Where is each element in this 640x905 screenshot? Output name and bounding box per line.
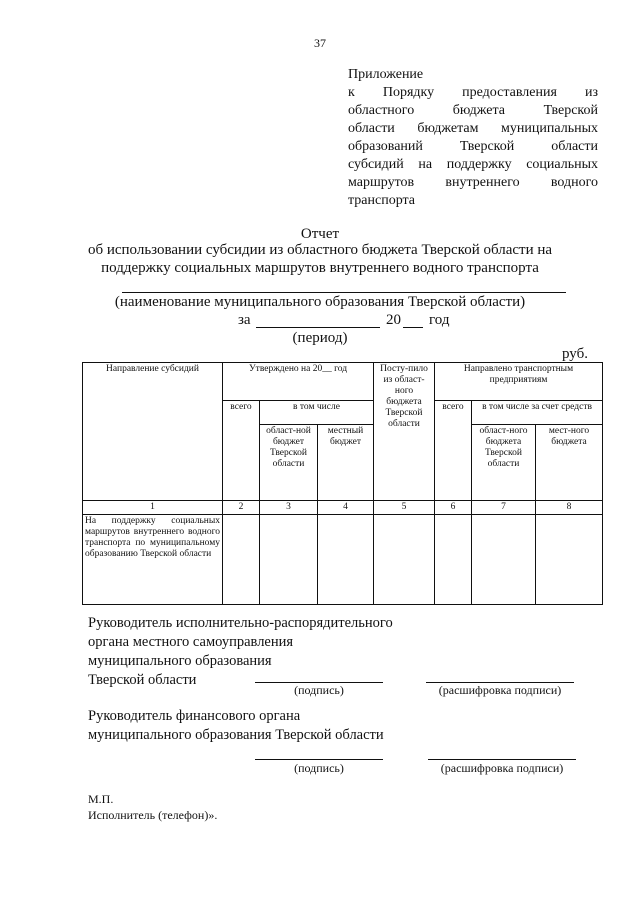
- signature-caption-2: (подпись): [294, 761, 344, 775]
- appendix-line: области бюджетам муниципальных: [348, 121, 598, 136]
- appendix-header: [348, 66, 598, 210]
- column-number: 7: [472, 501, 536, 515]
- head-exec-line: Тверской области: [88, 672, 197, 688]
- seal-label: М.П.: [88, 792, 114, 806]
- header-including: в том числе: [260, 401, 374, 425]
- header-regional-budget-directed: област-ного бюджета Тверской области: [472, 425, 536, 501]
- table-cell[interactable]: [435, 515, 472, 605]
- report-title: Отчет: [300, 226, 340, 242]
- column-number: 5: [374, 501, 435, 515]
- period-year-blank: [403, 327, 423, 328]
- header-directed: Направлено транспортным предприятиям: [435, 363, 603, 401]
- table-cell[interactable]: [472, 515, 536, 605]
- head-fin-line: муниципального образования Тверской области: [88, 727, 384, 743]
- appendix-line: областного бюджета Тверской: [348, 103, 598, 118]
- header-received: Посту-пило из област-ного бюджета Тверской области: [374, 363, 435, 501]
- header-local-budget-directed: мест-ного бюджета: [536, 425, 603, 501]
- decode-caption-2: (расшифровка подписи): [440, 761, 564, 775]
- municipality-blank-line: [122, 292, 566, 293]
- column-number-row: [83, 501, 603, 515]
- header-local-budget: местный бюджет: [318, 425, 374, 501]
- header-approved: Утверждено на 20__ год: [223, 363, 374, 401]
- period-year-suffix: год: [429, 312, 450, 328]
- appendix-line: транспорта: [348, 193, 416, 208]
- table-header-row: [83, 363, 603, 401]
- column-number: 6: [435, 501, 472, 515]
- header-total-directed: всего: [435, 401, 472, 501]
- decode-caption-1: (расшифровка подписи): [438, 683, 562, 697]
- appendix-line: маршрутов внутреннего водного: [348, 175, 598, 190]
- head-exec-line: Руководитель исполнительно-распорядительного: [88, 615, 393, 631]
- column-number: 8: [536, 501, 603, 515]
- currency-label: руб.: [562, 346, 588, 362]
- row-label: На поддержку социальных маршрутов внутреннего водного транспорта по муниципальному образованию Тверской области: [83, 515, 223, 605]
- period-year-prefix: 20: [386, 312, 401, 328]
- header-total: всего: [223, 401, 260, 501]
- report-subtitle-line-1: об использовании субсидии из областного бюджета Тверской области на: [87, 242, 553, 258]
- head-fin-line: Руководитель финансового органа: [88, 708, 301, 724]
- column-number: 2: [223, 501, 260, 515]
- table-cell[interactable]: [260, 515, 318, 605]
- page-number: 37: [314, 36, 326, 50]
- table-cell[interactable]: [374, 515, 435, 605]
- municipality-caption: (наименование муниципального образования Тверской области): [114, 294, 526, 310]
- column-number: 3: [260, 501, 318, 515]
- header-regional-budget: област-ной бюджет Тверской области: [260, 425, 318, 501]
- table-row: [83, 515, 603, 605]
- decode-line-2: [428, 759, 576, 760]
- period-blank: [256, 327, 380, 328]
- header-direction: Направление субсидий: [83, 363, 223, 501]
- table-cell[interactable]: [318, 515, 374, 605]
- column-number: 1: [83, 501, 223, 515]
- signature-caption-1: (подпись): [294, 683, 344, 697]
- signature-line-2: [255, 759, 383, 760]
- subsidy-report-table: [82, 362, 603, 605]
- period-caption: (период): [292, 330, 348, 346]
- period-prefix: за: [238, 312, 251, 328]
- executor-label: Исполнитель (телефон)».: [88, 808, 218, 822]
- header-including-sources: в том числе за счет средств: [472, 401, 603, 425]
- table-cell[interactable]: [223, 515, 260, 605]
- appendix-line: к Порядку предоставления из: [348, 85, 598, 100]
- report-subtitle-line-2: поддержку социальных маршрутов внутреннего водного транспорта: [101, 260, 539, 276]
- head-exec-line: органа местного самоуправления: [88, 634, 294, 650]
- appendix-line: образований Тверской области: [348, 139, 598, 154]
- appendix-line: субсидий на поддержку социальных: [348, 157, 598, 172]
- head-fin-block: [88, 707, 608, 745]
- head-exec-block: [88, 614, 608, 690]
- appendix-line: Приложение: [348, 67, 424, 82]
- table-cell[interactable]: [536, 515, 603, 605]
- head-exec-line: муниципального образования: [88, 653, 272, 669]
- period-line: [238, 312, 478, 332]
- column-number: 4: [318, 501, 374, 515]
